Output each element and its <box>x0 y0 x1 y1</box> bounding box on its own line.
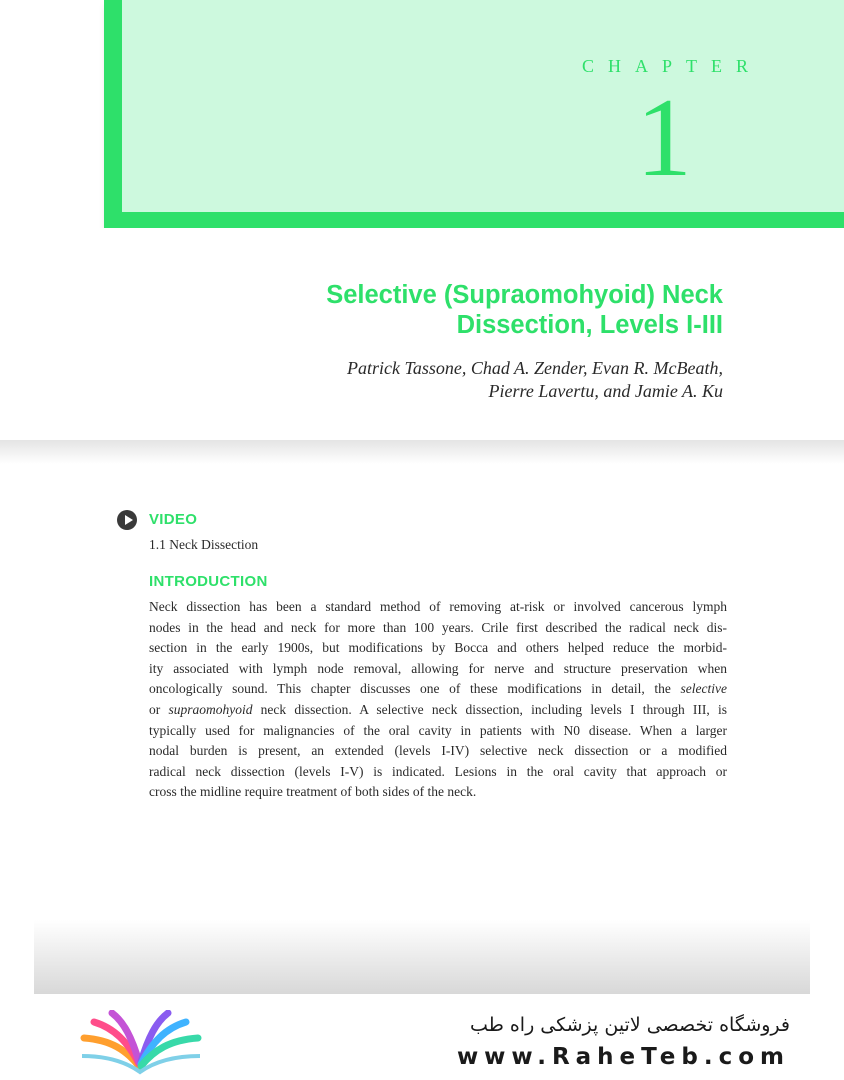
paragraph-line <box>149 700 727 721</box>
title-band-shadow <box>0 440 844 464</box>
shop-url-link[interactable]: www.RaheTeb.com <box>456 1044 790 1070</box>
authors <box>163 357 723 403</box>
paragraph-text: or <box>149 701 169 717</box>
chapter-title <box>123 280 723 340</box>
play-icon[interactable] <box>117 510 137 530</box>
authors-line-1: Patrick Tassone, Chad A. Zender, Evan R. McBeath, <box>347 358 723 378</box>
paragraph-line: radical neck dissection (levels I-V) is indicated. Lesions in the oral cavity that approach or <box>149 763 727 779</box>
paragraph-line: cross the midline require treatment of both sides of the neck. <box>149 784 477 800</box>
paragraph-text: oncologically sound. This chapter discusses one of these modifications in detail, the <box>149 681 681 697</box>
chapter-header-box <box>104 0 844 228</box>
shop-name: فروشگاه تخصصی لاتین پزشکی راه طب <box>470 1014 790 1036</box>
emphasis-selective: selective <box>680 681 727 697</box>
chapter-number: 1 <box>636 76 692 200</box>
chapter-header-panel <box>122 0 844 212</box>
emphasis-supraomohyoid: supraomohyoid <box>168 701 253 717</box>
paragraph-line: typically used for malignancies of the oral cavity in patients with N0 disease. When a larger <box>149 722 727 738</box>
chapter-title-line-2: Dissection, Levels I-III <box>456 311 723 339</box>
open-book-icon <box>76 1010 206 1076</box>
paragraph-line: nodal burden is present, an extended (levels I-IV) selective neck dissection or a modified <box>149 743 727 759</box>
paragraph-text: neck dissection. A selective neck dissection, including levels I through III, is <box>252 701 728 717</box>
video-item-link[interactable]: 1.1 Neck Dissection <box>149 537 259 552</box>
introduction-paragraph <box>149 597 727 803</box>
video-heading: VIDEO <box>149 511 198 528</box>
chapter-label: CHAPTER <box>581 56 762 76</box>
paragraph-line: nodes in the head and neck for more than 100 years. Crile first described the radical neck dis- <box>149 619 727 635</box>
introduction-heading: INTRODUCTION <box>149 573 268 590</box>
paragraph-line <box>149 679 727 700</box>
paragraph-line: section in the early 1900s, but modifications by Bocca and others helped reduce the morbid- <box>149 640 727 656</box>
chapter-title-line-1: Selective (Supraomohyoid) Neck <box>326 281 723 309</box>
footer-shadow <box>34 920 810 994</box>
paragraph-line: ity associated with lymph node removal, allowing for nerve and structure preservation when <box>149 660 727 676</box>
paragraph-line: Neck dissection has been a standard method of removing at-risk or involved cancerous lymph <box>149 599 727 614</box>
authors-line-2: Pierre Lavertu, and Jamie A. Ku <box>488 381 723 401</box>
